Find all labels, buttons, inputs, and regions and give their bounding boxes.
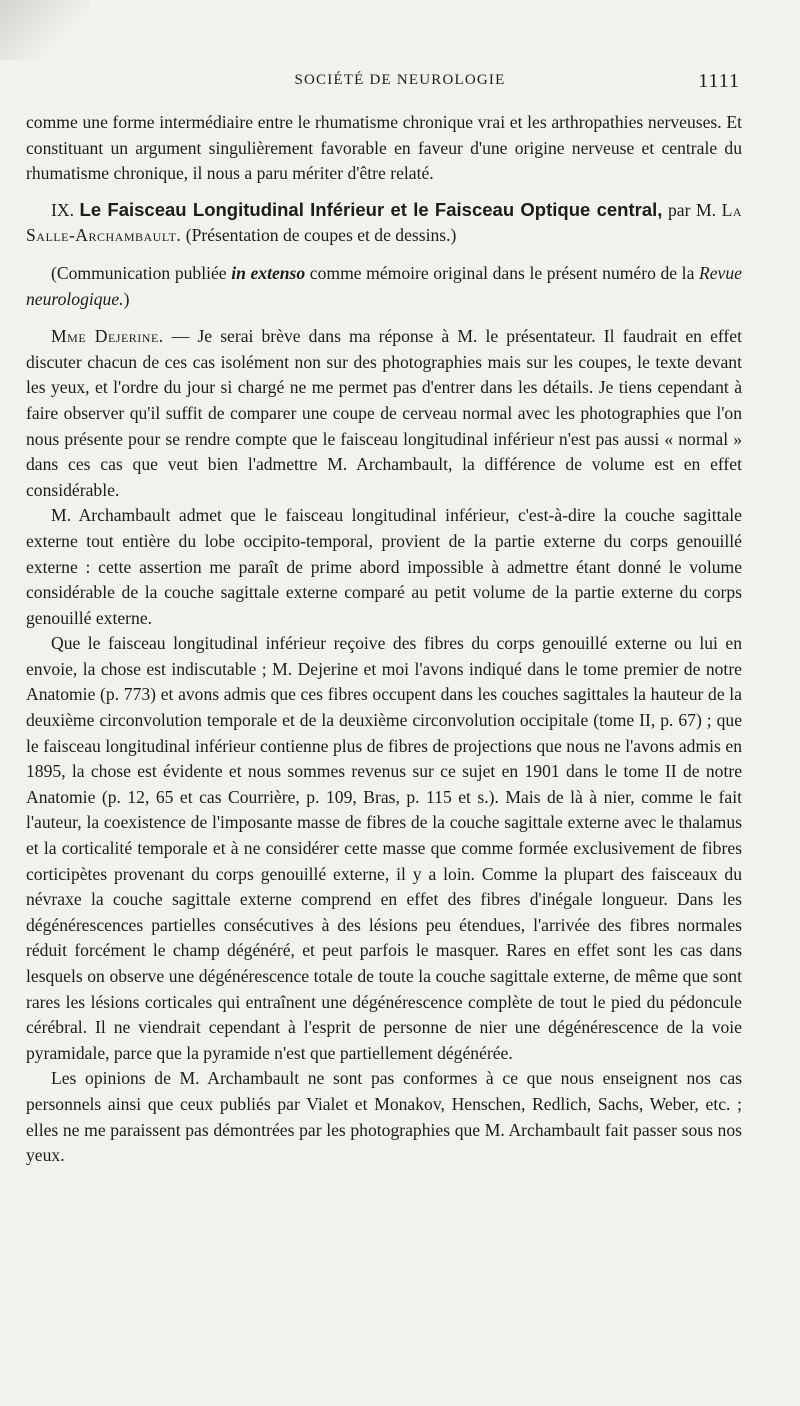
paragraph-4: Les opinions de M. Archambault ne sont pas conformes à ce que nous enseignent nos cas personnels ainsi que ceux publiés par Vialet et Monakov, Henschen, Redlich, Sachs, Weber, etc. ; elles ne me paraissent pas démontrées par les photographies que M. Archambault fait passer sous nos yeux. [26, 1068, 742, 1166]
scan-shadow [0, 0, 90, 60]
journal-name: Revue neurologique. [26, 262, 742, 309]
body-text [26, 110, 742, 1169]
section-note: (Présentation de coupes et de dessins.) [185, 225, 457, 246]
in-extenso: in extenso [231, 262, 306, 283]
paragraph-3: Que le faisceau longitudinal inférieur reçoive des fibres du corps genouillé externe ou lui en envoie, la chose est indiscutable ; M. Dejerine et moi l'avons indiqué dans le tome premier de notre Anatomie (p. 773) et avons admis que ces fibres occupent dans les couches sagittales la hauteur de la deuxième circonvolution temporale et de la deuxième circonvolution occipitale (tome II, p. 67) ; que le faisceau longitudinal inférieur contienne plus de fibres de projections que nous ne l'avons admis en 1895, la chose est évidente et nous sommes revenus sur ce sujet en 1901 dans le tome II de notre Anatomie (p. 12, 65 et cas Courrière, p. 109, Bras, p. 115 et s.). Mais de là à nier, comme le fait l'auteur, la coexistence de l'imposante masse de fibres de la couche sagittale externe avec le thalamus et la corticalité temporale et à ne considérer cette masse que comme formée exclusivement de fibres corticipètes provenant du corps genouillé externe, il y a loin. Comme la plupart des faisceaux du névraxe la couche sagittale externe comprend en effet des fibres d'inégale longueur. Dans les dégénérescences partielles consécutives à des lésions peu étendues, l'arrivée des fibres normales réduit forcément le champ dégénéré, et peut parfois le masquer. Rares en effet sont les cas dans lesquels on observe une dégénérescence totale de toute la couche sagittale externe, de même que sont rares les lésions corticales qui entraînent une dégénérescence complète de tout le pied du pédoncule cérébral. Il ne viendrait cependant à l'esprit de personne de nier une dégénérescence de la voie pyramidale, parce que la pyramide n'est que partiellement dégénérée. [26, 633, 742, 1063]
running-head-title: SOCIÉTÉ DE NEUROLOGIE [294, 72, 506, 88]
reply-text: — Je serai brève dans ma réponse à M. le présentateur. Il faudrait en effet discuter chacun de ces cas isolément non sur des photographies mais sur les coupes, le texte devant les yeux, et l'ordre du jour si chargé ne me permet pas d'entrer dans les détails. Je tiens cependant à faire observer qu'il suffit de comparer une coupe de cerveau normal avec les photographies que l'on nous présente pour se rendre compte que le faisceau longitudinal inférieur n'est pas aussi « normal » dans ces cas que veut bien l'admettre M. Archambault, la différence de volume est en effet considérable. [26, 326, 742, 500]
running-head [0, 70, 800, 96]
section-heading [26, 197, 742, 249]
communication-after: ) [123, 288, 130, 309]
section-title: Le Faisceau Longitudinal Inférieur et le Faisceau Optique central, [79, 198, 663, 220]
communication-middle: comme mémoire original dans le présent numéro de la [309, 262, 695, 283]
author-name: La Salle-Archambault. [26, 199, 743, 246]
author-prefix: par M. [667, 199, 717, 220]
communication-note [26, 261, 742, 312]
paragraph-2: M. Archambault admet que le faisceau longitudinal inférieur, c'est-à-dire la couche sagittale externe tout entière du lobe occipito-temporal, provient de la partie externe du corps genouillé externe : cette assertion me paraît de prime abord impossible à admettre étant donné le volume considérable de la couche sagittale externe comparé au petit volume de la partie externe du corps genouillé externe. [26, 505, 742, 628]
section-number: IX. [51, 199, 74, 220]
page-number: 1111 [698, 70, 740, 92]
intro-paragraph: comme une forme intermédiaire entre le rhumatisme chronique vrai et les arthropathies nerveuses. Et constituant un argument singulièrement favorable en faveur d'une origine nerveuse et centrale du rhumatisme chronique, il nous a paru mériter d'être relaté. [26, 112, 742, 184]
communication-before: (Communication publiée [51, 262, 227, 283]
speaker-name: Mme Dejerine. [51, 326, 164, 347]
reply-paragraph [26, 324, 742, 503]
